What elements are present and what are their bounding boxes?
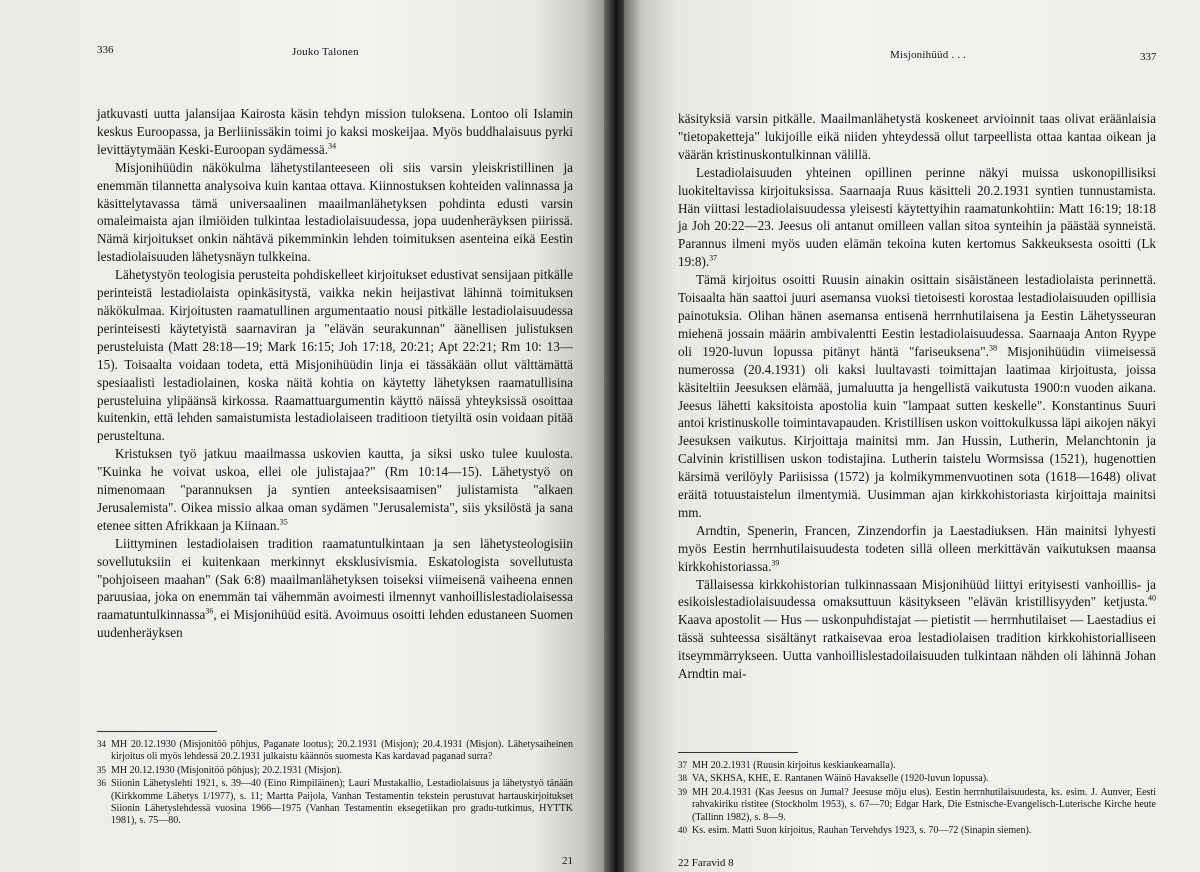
main-text — [678, 110, 1156, 683]
footnote: 40 Ks. esim. Matti Suon kirjoitus, Rauhan Tervehdys 1923, s. 70—72 (Sinapin siemen). — [678, 825, 1032, 837]
footnote-ref: 36 — [205, 606, 214, 616]
paragraph: Lähetystyön teologisia perusteita pohdiskelleet kirjoitukset edustivat sensijaan pitkälle perinteistä lestadiolaista opinkäsitystä, vaikka nekin heijastivat lähinnä toimituksen näkökulmaa. Kirjoitusten raamatullinen argumentaatio nousi pitkälle lestadiolaisuudessa perinteisesti käytetyistä saarnaviran ja "elävän seurakunnan" äänellisen julistuksen perusteluista (Matt 28:18—19; Mark 16:15; Joh 17:18, 20:21; Apt 22:21; Rm 10: 13—15). Toisaalta voidaan todeta, että Misjonihüüdin linja ei tässäkään ollut välttämättä spesiaalisti lestadiolainen, koska näitä kohtia on käytetty lähetyksen raamatullisina perusteluina ylipäänsä kirkossa. Raamattuargumentin käyttö näissä yhteyksissä osoittaa kuitenkin, että lehden samaistumista lestadiolaiseen traditioon tietyiltä osin voidaan pitää perusteltuna. — [97, 267, 573, 444]
signature-mark: 22 Faravid 8 — [678, 857, 734, 869]
footnote: 37 MH 20.2.1931 (Ruusin kirjoitus keskiaukeamalla). — [678, 760, 896, 771]
paragraph: Kristuksen työ jatkuu maailmassa uskovien kautta, ja siksi usko tulee kuulosta. "Kuinka he voivat uskoa, ellei ole julistajaa?" (Rm 10:14—15). Lähetystyö on nimenomaan "parannuksen ja syntien anteeksisaamisen" julistamista "alkaen Jerusalemista". Oikea missio alkaa oman sydämen "Jerusalemista", siis yksilöstä ja sana etenee sitten Afrikkaan ja Kiinaan.$^{35}$ — [97, 446, 573, 533]
footnotes — [97, 738, 573, 828]
paragraph: Liittyminen lestadiolaisen tradition raamatuntulkintaan ja sen lähetysteologisiin sovellutuksiin ei kuitenkaan merkinnyt eksklusivismia. Eskatologista sovellutusta "pohjoiseen maahan" (Sak 6:8) maailmanlähetyksen toiseksi viimeisenä vaiheena ennen paruusiaa, joka on enemmän tai vähemmän avoimesti ilmennyt vanhoillislestadiolaisessa raamatuntulkinnassa$^{36}$, ei Misjonihüüd esitä. Avoimuus osoitti lehden edustaneen Suomen uudenheräyksen — [97, 535, 573, 641]
signature-mark: 21 — [562, 855, 573, 867]
footnote-ref: 40 — [1148, 594, 1156, 604]
footnote-ref: 34 — [328, 141, 337, 151]
footnote-rule — [97, 731, 217, 732]
paragraph: Tällaisessa kirkkohistorian tulkinnassaan Misjonihüüd liittyi erityisesti vanhoillis- ja esikoislestadiolaisuudessa omaksuttuun käsitykseen "elävän kristillisyyden" ketjusta.$^{40}$ Kaava apostolit — Hus — uskonpuhdistajat — pietistit — herrnhutilaiset — Laestadius ei tässä suhteessa sisältänyt ratkaisevaa eroa lestadiolaisen tradition kirkkohistorialliseen itseymmärrykseen. Uutta vanhoillislestadoilaisuuden tulkintaan nähden oli lähinnä Johan Arndtin mai- — [678, 576, 1156, 682]
running-head: Jouko Talonen — [292, 46, 359, 58]
page-number: 337 — [1140, 51, 1157, 63]
paragraph: jatkuvasti uutta jalansijaa Kairosta käsin tehdyn mission tuloksena. Lontoo oli Islamin keskus Euroopassa, ja Berliinissäkin toimi jo kaksi moskeijaa. Myös buddhalaisuus pyrki levittäytymään Keski-Euroopan sydämessä.$^{34}$ — [97, 106, 573, 157]
footnote-ref: 35 — [279, 517, 288, 527]
paragraph: Tämä kirjoitus osoitti Ruusin ainakin osittain sisäistäneen lestadiolaista perinnettä. Toisaalta hän saattoi juuri asemansa vuoksi tietoisesti korostaa lestadiolaisuuden opillisia painotuksia. Olihan hänen asemansa entisenä herrnhutilaisena ja Eestin Lähetysseuran miehenä jossain määrin ambivalentti Eestin lestadiolaisuudessa. Saarnaaja Anton Ryype oli 1920-luvun lopussa pitänyt häntä "fariseuksena".$^{38}$ Misjonihüüdin viimeisessä numerossa (20.4.1931) oli kaksi luultavasti toimittajan laatimaa kirjoitusta, joissa käsiteltiin Jeesuksen elämää, jumaluutta ja hengellistä vaikutusta 1900:n vuoden aikana. Jeesus lähetti kaksitoista apostolia kuin "lampaat sutten keskelle". Konstantinus Suuri antoi kristinuskolle toimintavapauden. Kristillisen uskon voittokulkussa läpi aikojen näkyi Jeesuksen vaikutus. Kirjoittaja mainitsi mm. Jan Hussin, Lutherin, Melanchtonin ja Calvinin kristillisen uskon todistajina. Lutherin taistelu Wormsissa (1521), hugenottien kärsimä verilöyly Pariisissa (1572) ja kolmikymmenvuotinen sota (1618—1648) olivat eräitä totuustaistelun ilmentymiä. Uusimman ajan kirkkohistoriasta kirjoittaja mainitsi mm. — [678, 272, 1156, 520]
footnote-ref: 39 — [771, 558, 780, 568]
page-number: 336 — [97, 44, 114, 56]
right-page — [624, 0, 1200, 872]
paragraph: Lestadiolaisuuden yhteinen opillinen perinne näkyi muissa uskonopillisiksi luokiteltavissa kirjoituksissa. Saarnaaja Ruus käsitteli 20.2.1931 syntien tunnustamista. Hän viittasi lestadiolaisuudessa yleisesti käytettyihin raamatunkohtiin: Matt 16:19; 18:18 ja Joh 20:22—23. Jeesus oli antanut omilleen vallan sitoa synteihin ja päästää synneistä. Parannus ilmeni myös uuden elämän tekoina kuten kertomus Sakkeuksesta osoitti (Lk 19:8).$^{37}$ — [678, 164, 1156, 270]
paragraph: Misjonihüüdin näkökulma lähetystilanteeseen oli siis varsin yleiskristillinen ja enemmän tilannetta analysoiva kuin kantaa ottava. Kiinnostuksen kohteiden valinnassa ja käsittelytavassa tämä universaalinen maailmanlähetyksen pohdinta edusti varsin omaleimaista ajan ilmiöiden tulkintaa lestadiolaisuudessa, jopa uudenheräyksen piirissä. Nämä kirjoitukset onkin nähtävä pikemminkin lehden toimituksen asenteina eikä Eestin lestadiolaisuuden lähetysnäyn tulkkeina. — [97, 159, 573, 265]
paragraph: käsityksiä varsin pitkälle. Maailmanlähetystä koskeneet arvioinnit taas olivat eräänlaisia "tietopaketteja" lukijoille eikä niiden yhteydessä ollut tarpeellista ottaa kantaa oikean ja väärän kristinuskontulkinnan välillä. — [678, 111, 1156, 162]
footnote: 34 MH 20.12.1930 (Misjonitöö põhjus, Paganate lootus); 20.2.1931 (Misjon); 20.4.1931 (Misjon). Lähetysaiheinen kirjoitus oli myös lehdessä 20.2.1931 julkaistu käännös suomesta Kas kardavad paganad surra? — [97, 739, 573, 763]
footnotes — [678, 759, 1156, 837]
footnote: 35 MH 20.12.1930 (Misjonitöö põhjus); 20.2.1931 (Misjon). — [97, 764, 343, 776]
paragraph: Arndtin, Spenerin, Francen, Zinzendorfin ja Laestadiuksen. Hän mainitsi lyhyesti myös Eestin herrnhutilaisuudesta todeten sillä olleen merkittävän vaikutuksen maansa kirkkohistoriassa.$^{39}$ — [678, 522, 1156, 574]
footnote: 36 Siionin Lähetyslehti 1921, s. 39—40 (Eino Rimpiläinen); Lauri Mustakallio, Lestadiolaisuus ja lähetystyö tänään (Kirkkomme Lähetys 1/1977), s. 11; Martta Paijola, Vanhan Testamentin tekstein perustuvat hartauskirjoitukset Siionin Lähetyslehdessä vuosina 1966—1975 (Vanhan Testamentin eksegetiikan pro gradu-tutkimus, HYTTK 1981), s. 75—80. — [97, 778, 573, 827]
footnote-ref: 37 — [709, 253, 718, 263]
footnote-ref: 38 — [988, 343, 997, 353]
footnote: 39 MH 20.4.1931 (Kas Jeesus on Jumal? Jeesuse mõju elus). Eestin herrnhutilaisuudesta, ks. esim. J. Aunver, Eesti rahvakiriku ristitee (Stockholm 1953), s. 67—70; Edgar Hark, Die Estnische-Evangelisch-Luterische Kirche heute (Tallinn 1982), s. 8—9. — [678, 786, 1156, 823]
running-head: Misjonihüüd . . . — [890, 49, 967, 61]
footnote: 38 VA, SKHSA, KHE, E. Rantanen Wäinö Havakselle (1920-luvun lopussa). — [678, 773, 989, 785]
footnote-rule — [678, 752, 798, 753]
main-text — [97, 105, 573, 642]
